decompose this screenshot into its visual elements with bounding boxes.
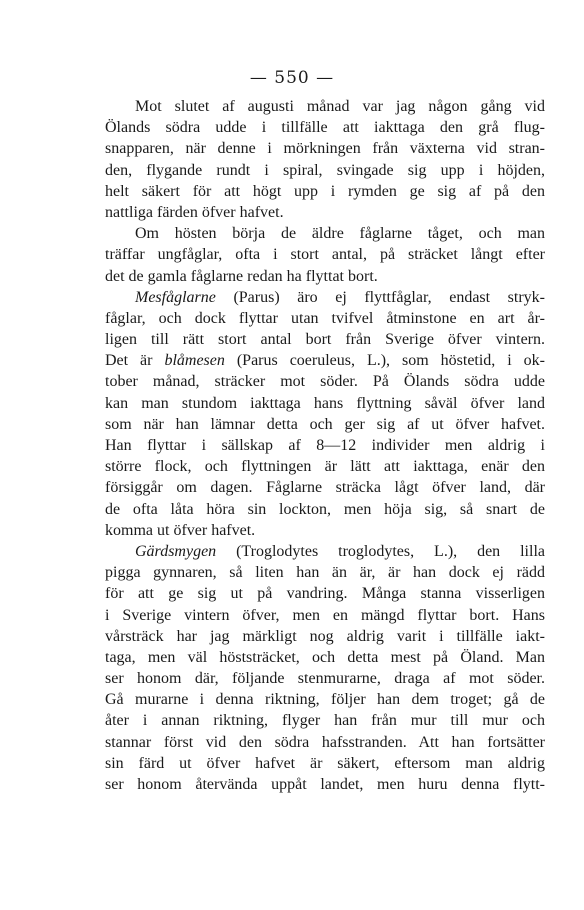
text-line: snapparen, när denne i mörkningen från växterna vid stran- [105, 140, 545, 158]
text-line: vårsträck har jag märkligt nog aldrig varit i tillfälle iakt- [105, 627, 545, 645]
text-fragment: (Parus) äro ej flyttfåglar, endast stryk- [215, 288, 545, 306]
text-fragment: (Parus coeruleus, L.), som höstetid, i ok- [224, 352, 545, 370]
text-fragment: Det är [105, 352, 165, 370]
text-line: taga, men väl höststräcket, och detta mest på Öland. Man [105, 648, 545, 666]
text-line [105, 541, 545, 562]
text-line: de ofta låta höra sin lockton, men höja sig, så snart de [105, 500, 545, 518]
text-line: stannar först vid den södra hafsstranden. Att han fortsätter [105, 733, 545, 751]
page-number: — 550 — [249, 68, 335, 88]
species-name-mesfaglarne: Mesfåglarne [135, 288, 216, 306]
text-line: Om hösten börja de äldre fåglarne tåget, och man [135, 225, 545, 243]
text-line: försiggår om dagen. Fåglarne sträcka lågt öfver land, där [105, 479, 545, 497]
text-line: sin färd ut öfver hafvet är säkert, eftersom man aldrig [105, 754, 545, 772]
text-line: träffar ungfåglar, ofta i stort antal, på sträcket långt efter [105, 246, 545, 264]
text-line: i Sverige vintern öfver, men en mängd flyttar bort. Hans [105, 606, 545, 624]
text-line: komma ut öfver hafvet. [105, 521, 256, 539]
text-line: ser honom återvända uppåt landet, men huru denna flytt- [105, 776, 545, 793]
text-line: större flock, och flyttningen är lätt att iakttaga, enär den [105, 458, 545, 476]
text-line: ser honom där, följande stenmurarne, draga af mot söder. [105, 670, 545, 688]
text-line: ligen till rätt stort antal bort från Sverige öfver vintern. [105, 331, 545, 349]
text-line: som när han lämnar detta och ger sig af ut öfver hafvet. [105, 415, 545, 433]
text-fragment: (Troglodytes troglodytes, L.), den lilla [216, 542, 545, 560]
text-line: för att ge sig ut på vandring. Många stanna visserligen [105, 585, 545, 603]
text-line: Han flyttar i sällskap af 8—12 individer men aldrig i [105, 437, 545, 454]
text-line: det de gamla fåglarne redan ha flyttat bort. [105, 267, 378, 285]
text-line: pigga gynnaren, så liten han än är, är han dock ej rädd [105, 564, 545, 582]
species-name-blamesen: blåmesen [164, 352, 225, 370]
text-line: åter i annan riktning, flyger han från mur till mur och [105, 712, 545, 730]
body-text [105, 96, 545, 795]
text-line: Gå murarne i denna riktning, följer han dem troget; gå de [105, 691, 545, 709]
species-name-gardsmygen: Gärdsmygen [135, 542, 217, 560]
text-line [105, 350, 545, 371]
text-line: tober månad, sträcker mot söder. På Ölands södra udde [105, 373, 545, 391]
text-line: Ölands södra udde i tillfälle att iakttaga den grå flug- [105, 119, 545, 137]
text-line: kan man stundom iakttaga hans flyttning såväl öfver land [105, 394, 545, 412]
text-line: den, flygande rundt i spiral, svingade sig upp i höjden, [105, 161, 545, 179]
text-line [105, 287, 545, 308]
text-line: helt säkert för att högt upp i rymden ge sig af på den [105, 182, 545, 200]
text-line: nattliga färden öfver hafvet. [105, 203, 284, 221]
text-line: fåglar, och dock flyttar utan tvifvel åtminstone en art år- [105, 309, 545, 327]
text-line: Mot slutet af augusti månad var jag någon gång vid [135, 98, 545, 115]
